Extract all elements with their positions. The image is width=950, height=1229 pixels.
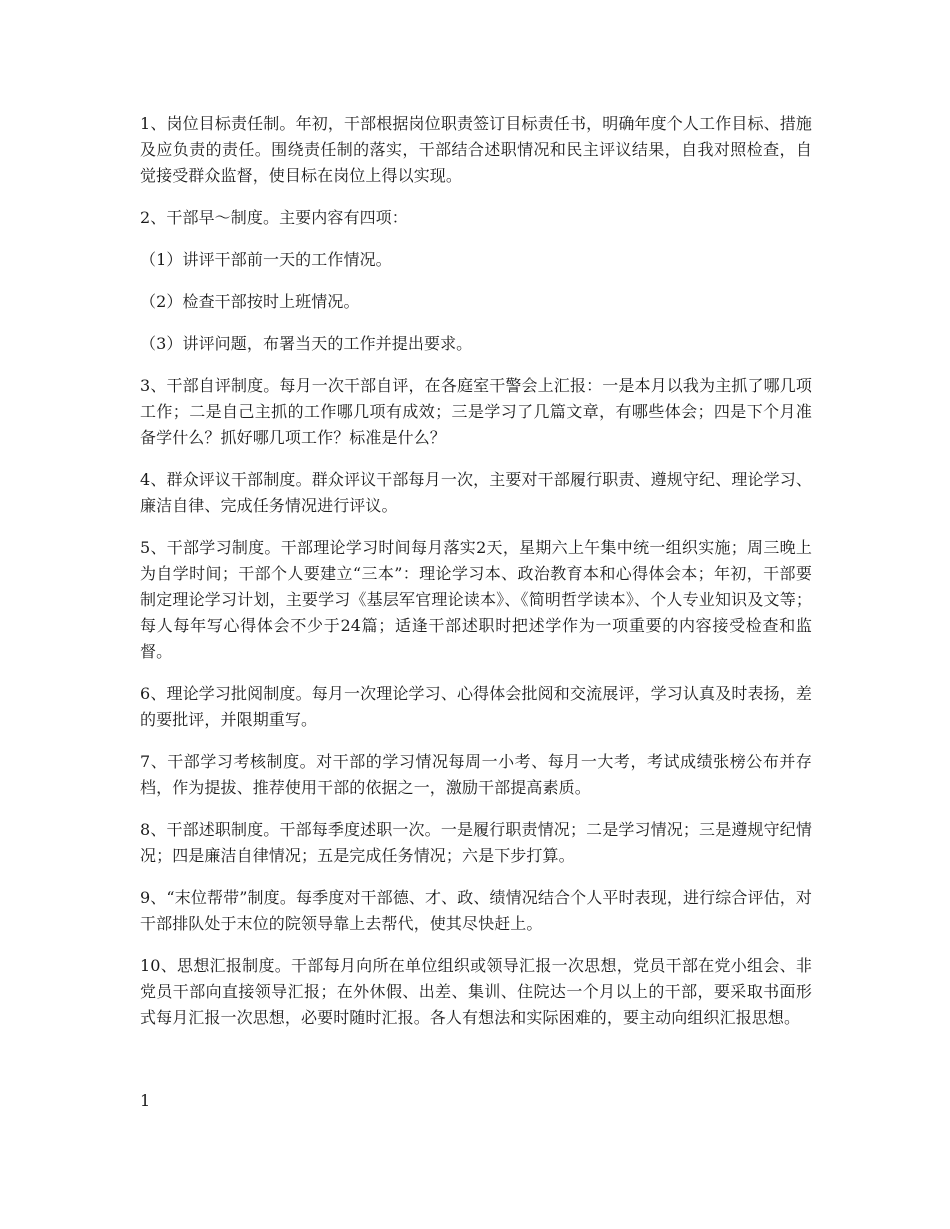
paragraph-1: 1、岗位目标责任制。年初，干部根据岗位职责签订目标责任书，明确年度个人工作目标、措施及应负责的责任。围绕责任制的落实，干部结合述职情况和民主评议结果，自我对照检查，自觉接受群众监督，使目标在岗位上得以实现。: [140, 114, 812, 185]
paragraph-6: 6、理论学习批阅制度。每月一次理论学习、心得体会批阅和交流展评，学习认真及时表扬，差的要批评，并限期重写。: [140, 684, 812, 729]
paragraph-8: 8、干部述职制度。干部每季度述职一次。一是履行职责情况；二是学习情况；三是遵规守纪情况；四是廉洁自律情况；五是完成任务情况；六是下步打算。: [140, 820, 812, 865]
paragraph-3: 3、干部自评制度。每月一次干部自评，在各庭室干警会上汇报：一是本月以我为主抓了哪几项工作；二是自己主抓的工作哪几项有成效；三是学习了几篇文章，有哪些体会；四是下个月准备学什么？抓好哪几项工作？标准是什么？: [140, 376, 812, 447]
page-number: 1: [140, 1091, 151, 1110]
paragraph-10: 10、思想汇报制度。干部每月向所在单位组织或领导汇报一次思想，党员干部在党小组会、非党员干部向直接领导汇报；在外休假、出差、集训、住院达一个月以上的干部，要采取书面形式每月汇报一次思想，必要时随时汇报。各人有想法和实际困难的，要主动向组织汇报思想。: [140, 956, 812, 1027]
paragraph-2-item-3: （3）讲评问题，布署当天的工作并提出要求。: [140, 334, 473, 353]
paragraph-4: 4、群众评议干部制度。群众评议干部每月一次，主要对干部履行职责、遵规守纪、理论学习、廉洁自律、完成任务情况进行评议。: [140, 470, 812, 515]
paragraph-2: 2、干部早～制度。主要内容有四项：: [140, 208, 408, 227]
paragraph-7: 7、干部学习考核制度。对干部的学习情况每周一小考、每月一大考，考试成绩张榜公布并存档，作为提拔、推荐使用干部的依据之一，激励干部提高素质。: [140, 752, 812, 797]
paragraph-2-item-1: （1）讲评干部前一天的工作情况。: [140, 250, 392, 269]
paragraph-2-item-2: （2）检查干部按时上班情况。: [140, 292, 360, 311]
paragraph-9: 9、“末位帮带”制度。每季度对干部德、才、政、绩情况结合个人平时表现，进行综合评估，对干部排队处于末位的院领导靠上去帮代，使其尽快赶上。: [140, 888, 812, 933]
document-body: [140, 111, 812, 1047]
paragraph-5: 5、干部学习制度。干部理论学习时间每月落实2天，星期六上午集中统一组织实施；周三晚上为自学时间；干部个人要建立“三本”：理论学习本、政治教育本和心得体会本；年初，干部要制定理论学习计划，主要学习《基层军官理论读本》、《简明哲学读本》、个人专业知识及文等；每人每年写心得体会不少于24篇；适逢干部述职时把述学作为一项重要的内容接受检查和监督。: [140, 538, 812, 661]
